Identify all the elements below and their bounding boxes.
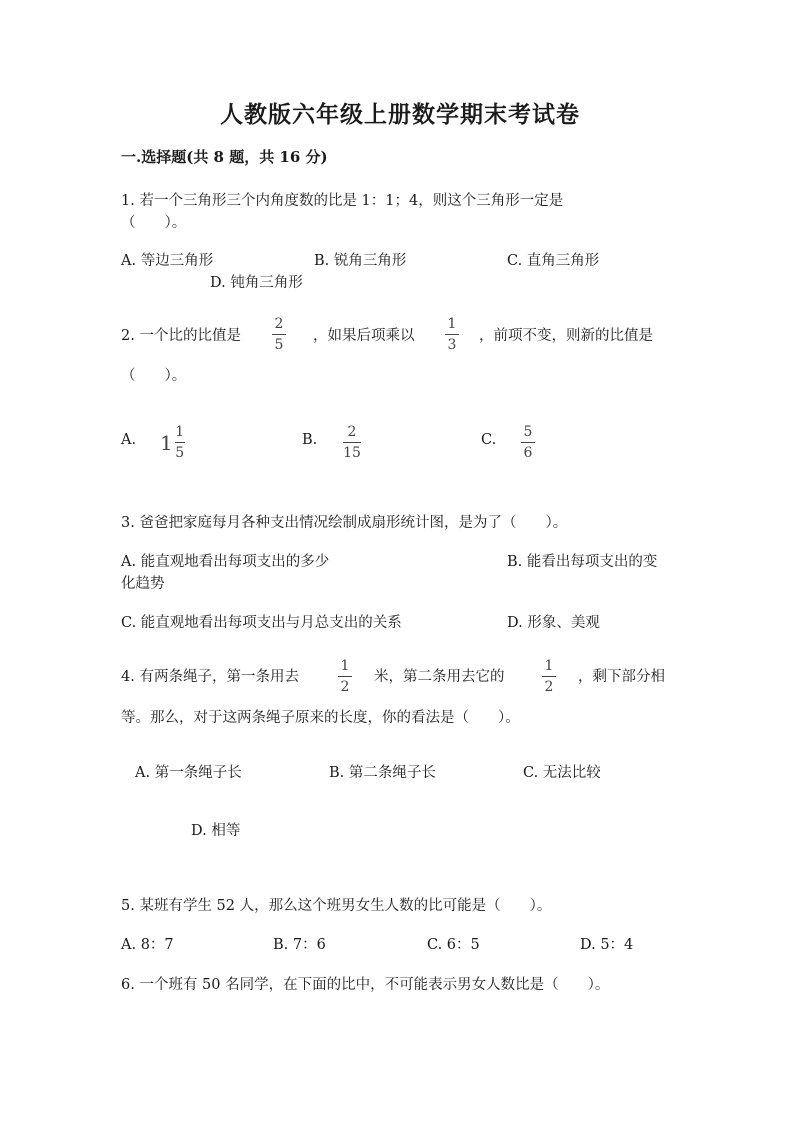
fraction-denominator: 2 [340, 679, 350, 695]
fraction-numerator: 1 [340, 658, 350, 674]
fraction-denominator: 2 [544, 679, 554, 695]
fraction-numerator: 2 [347, 424, 357, 440]
question-2-option-b-value[interactable] [343, 424, 361, 461]
question-3-option-b[interactable]: B. 能看出每项支出的变 [507, 554, 658, 570]
question-5-option-b[interactable]: B. 7：6 [273, 937, 326, 953]
question-5-text: 5. 某班有学生 52 人，那么这个班男女生人数的比可能是（ ）。 [121, 898, 552, 914]
question-4-option-a[interactable]: A. 第一条绳子长 [135, 765, 242, 781]
question-2-text-part3: ，前项不变，则新的比值是 [479, 328, 653, 344]
question-2-option-c-value[interactable] [521, 424, 535, 461]
question-3-option-b-continued[interactable]: 化趋势 [121, 576, 165, 592]
section-heading: 一.选择题(共 8 题，共 16 分) [121, 148, 328, 166]
question-2-option-c-label[interactable]: C. [481, 432, 497, 448]
fraction-denominator: 15 [343, 445, 361, 461]
question-4-option-c[interactable]: C. 无法比较 [523, 765, 601, 781]
question-4-fraction-1 [338, 658, 352, 695]
page-title: 人教版六年级上册数学期末考试卷 [220, 101, 580, 128]
question-5-option-a[interactable]: A. 8：7 [121, 937, 174, 953]
question-5-option-c[interactable]: C. 6：5 [427, 937, 480, 953]
fraction-bar [343, 442, 361, 443]
question-4-text-line2: 等。那么，对于这两条绳子原来的长度，你的看法是（ ）。 [121, 710, 520, 726]
question-4-text-part1: 4. 有两条绳子，第一条用去 [121, 669, 299, 685]
mixed-number-whole: 1 [160, 430, 173, 455]
question-4-fraction-2 [542, 658, 556, 695]
fraction-bar [272, 334, 286, 335]
question-4-option-d[interactable]: D. 相等 [191, 823, 241, 839]
question-5-option-d[interactable]: D. 5：4 [580, 937, 634, 953]
question-4-text-part2: 米，第二条用去它的 [374, 669, 505, 685]
question-3-text: 3. 爸爸把家庭每月各种支出情况绘制成扇形统计图，是为了（ ）。 [121, 515, 568, 531]
fraction-numerator: 1 [447, 316, 457, 332]
question-1-blank: （ ）。 [121, 215, 187, 231]
fraction-numerator: 5 [523, 424, 533, 440]
question-3-option-a[interactable]: A. 能直观地看出每项支出的多少 [121, 554, 330, 570]
question-3-option-c[interactable]: C. 能直观地看出每项支出与月总支出的关系 [121, 615, 402, 631]
question-2-option-a-label[interactable]: A. [121, 432, 137, 448]
question-1-option-b[interactable]: B. 锐角三角形 [314, 253, 407, 269]
question-6-text: 6. 一个班有 50 名同学，在下面的比中，不可能表示男女人数比是（ ）。 [121, 977, 610, 993]
question-2-option-a-value[interactable] [160, 424, 185, 461]
question-2-fraction-2 [445, 316, 459, 353]
fraction-bar [521, 442, 535, 443]
fraction-bar [338, 676, 352, 677]
question-1-option-d[interactable]: D. 钝角三角形 [210, 275, 303, 291]
question-2-blank: （ ）。 [121, 368, 187, 384]
question-1-option-a[interactable]: A. 等边三角形 [121, 253, 214, 269]
question-2-option-b-label[interactable]: B. [302, 432, 318, 448]
fraction-denominator: 5 [274, 337, 284, 353]
mixed-number-fraction [175, 424, 185, 461]
question-4-text-part3: ，剩下部分相 [578, 669, 665, 685]
question-2-text-part1: 2. 一个比的比值是 [121, 328, 241, 344]
fraction-numerator: 1 [544, 658, 554, 674]
fraction-denominator: 5 [175, 445, 185, 461]
fraction-denominator: 3 [447, 337, 457, 353]
fraction-bar [175, 442, 185, 443]
question-2-text-part2: ，如果后项乘以 [313, 328, 415, 344]
question-1-text: 1. 若一个三角形三个内角度数的比是 1：1；4，则这个三角形一定是 [121, 193, 564, 209]
question-1-option-c[interactable]: C. 直角三角形 [507, 253, 600, 269]
fraction-bar [445, 334, 459, 335]
question-2-fraction-1 [272, 316, 286, 353]
question-3-option-d[interactable]: D. 形象、美观 [507, 615, 600, 631]
fraction-denominator: 6 [523, 445, 533, 461]
fraction-numerator: 1 [175, 424, 185, 440]
fraction-bar [542, 676, 556, 677]
fraction-numerator: 2 [274, 316, 284, 332]
question-4-option-b[interactable]: B. 第二条绳子长 [329, 765, 436, 781]
